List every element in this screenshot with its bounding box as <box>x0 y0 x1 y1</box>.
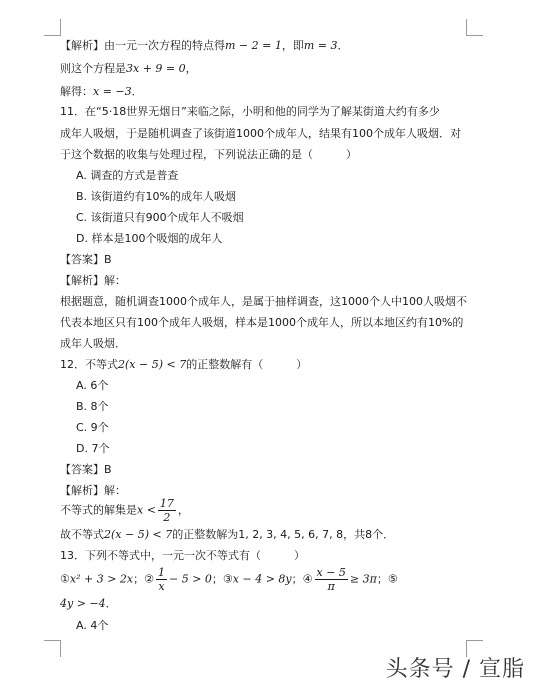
q13-items-line <box>60 566 398 593</box>
math-expression: − 5 > 0 <box>168 572 212 586</box>
q11-option-a: A. 调查的方式是普查 <box>76 169 179 182</box>
fraction <box>156 566 167 593</box>
q13-option-a: A. 4个 <box>76 619 109 632</box>
math-expression: 4y > −4 <box>60 597 106 610</box>
q12-option-c: C. 9个 <box>76 421 109 434</box>
item-label: ① <box>60 572 70 586</box>
item-label: ③ <box>222 572 233 586</box>
text: 不等式的解集是 <box>60 503 137 517</box>
math-expression: 2(x − 5) < 7 <box>104 528 173 541</box>
math-expression: ≥ 3π <box>349 572 377 586</box>
punctuation: ， <box>177 503 189 517</box>
math-expression: x < <box>137 503 156 517</box>
page-corner-mark-bottom-left <box>44 640 61 657</box>
q11-analysis-line-3: 成年人吸烟． <box>60 337 126 350</box>
q11-option-d: D. 样本是100个吸烟的成年人 <box>76 232 223 245</box>
item-label: ② <box>144 572 154 586</box>
punctuation: ． <box>131 85 143 98</box>
analysis-label: 【解析】 <box>60 39 104 52</box>
item-label: ④ <box>302 572 313 586</box>
q10-solution-line <box>60 84 143 100</box>
q10-equation-line <box>60 61 197 77</box>
q12-solution-line <box>60 497 189 524</box>
text: 解得： <box>60 85 93 98</box>
q12-stem <box>60 357 307 373</box>
math-expression: 3x + 9 = 0 <box>126 62 186 75</box>
text: 故不等式 <box>60 528 104 541</box>
fraction-numerator: x − 5 <box>316 566 346 579</box>
watermark-text: 头条号 / 宣脂 <box>385 657 525 682</box>
punctuation: ； <box>211 572 223 586</box>
punctuation: ； <box>376 572 388 586</box>
q11-answer: 【答案】B <box>60 253 112 266</box>
fraction-numerator: 17 <box>159 497 174 510</box>
analysis-text: 由一元一次方程的特点得 <box>104 39 225 52</box>
fraction-denominator: π <box>327 580 335 593</box>
fraction <box>315 566 348 593</box>
fraction <box>158 497 176 524</box>
q12-option-d: D. 7个 <box>76 442 110 455</box>
punctuation: ． <box>105 597 117 610</box>
math-expression: 2(x − 5) < 7 <box>118 358 187 371</box>
punctuation: ； <box>133 572 145 586</box>
q12-answer: 【答案】B <box>60 463 112 476</box>
q12-conclusion-line <box>60 527 394 543</box>
q13-stem: 13．下列不等式中，一元一次不等式有（ ） <box>60 549 305 562</box>
fraction-denominator: 2 <box>163 511 171 524</box>
q11-option-c: C. 该街道只有900个成年人不吸烟 <box>76 211 244 224</box>
q11-stem-line-1: 11．在“5·18世界无烟日”来临之际，小明和他的同学为了解某街道大约有多少 <box>60 105 440 118</box>
q10-analysis-line <box>60 38 349 54</box>
q13-items-line-2 <box>60 596 117 612</box>
math-expression: m = 3 <box>303 39 338 52</box>
punctuation: ； <box>291 572 303 586</box>
page-corner-mark-top-right <box>466 19 483 36</box>
text: 的正整数解为1, 2, 3, 4, 5, 6, 7, 8，共8个． <box>172 528 395 541</box>
q12-analysis-label: 【解析】解： <box>60 484 126 497</box>
text: 则这个方程是 <box>60 62 126 75</box>
punctuation: ， <box>185 62 197 75</box>
text: 的正整数解有（ ） <box>186 358 308 371</box>
q12-option-b: B. 8个 <box>76 400 109 413</box>
math-expression: x² + 3 > 2x <box>69 572 134 586</box>
fraction-denominator: x <box>158 580 165 593</box>
math-expression: m − 2 = 1 <box>225 39 282 52</box>
q11-stem-line-3: 于这个数据的收集与处理过程，下列说法正确的是（ ） <box>60 148 357 161</box>
separator-text: ，即 <box>281 39 304 52</box>
page-corner-mark-top-left <box>44 19 61 36</box>
q11-analysis-label: 【解析】解： <box>60 274 126 287</box>
item-label: ⑤ <box>387 572 398 586</box>
q11-option-b: B. 该街道约有10%的成年人吸烟 <box>76 190 236 203</box>
text: 12．不等式 <box>60 358 118 371</box>
q11-analysis-line-1: 根据题意，随机调查1000个成年人，是属于抽样调查，这1000个人中100人吸烟不 <box>60 295 467 308</box>
q11-analysis-line-2: 代表本地区只有100个成年人吸烟，样本是1000个成年人，所以本地区约有10%的 <box>60 316 464 329</box>
q12-option-a: A. 6个 <box>76 379 109 392</box>
fraction-numerator: 1 <box>157 566 165 579</box>
math-expression: x − 4 > 8y <box>232 572 292 586</box>
punctuation: ． <box>337 39 349 52</box>
q11-stem-line-2: 成年人吸烟，于是随机调查了该街道1000个成年人，结果有100个成年人吸烟．对 <box>60 127 461 140</box>
math-expression: x = −3 <box>93 85 132 98</box>
